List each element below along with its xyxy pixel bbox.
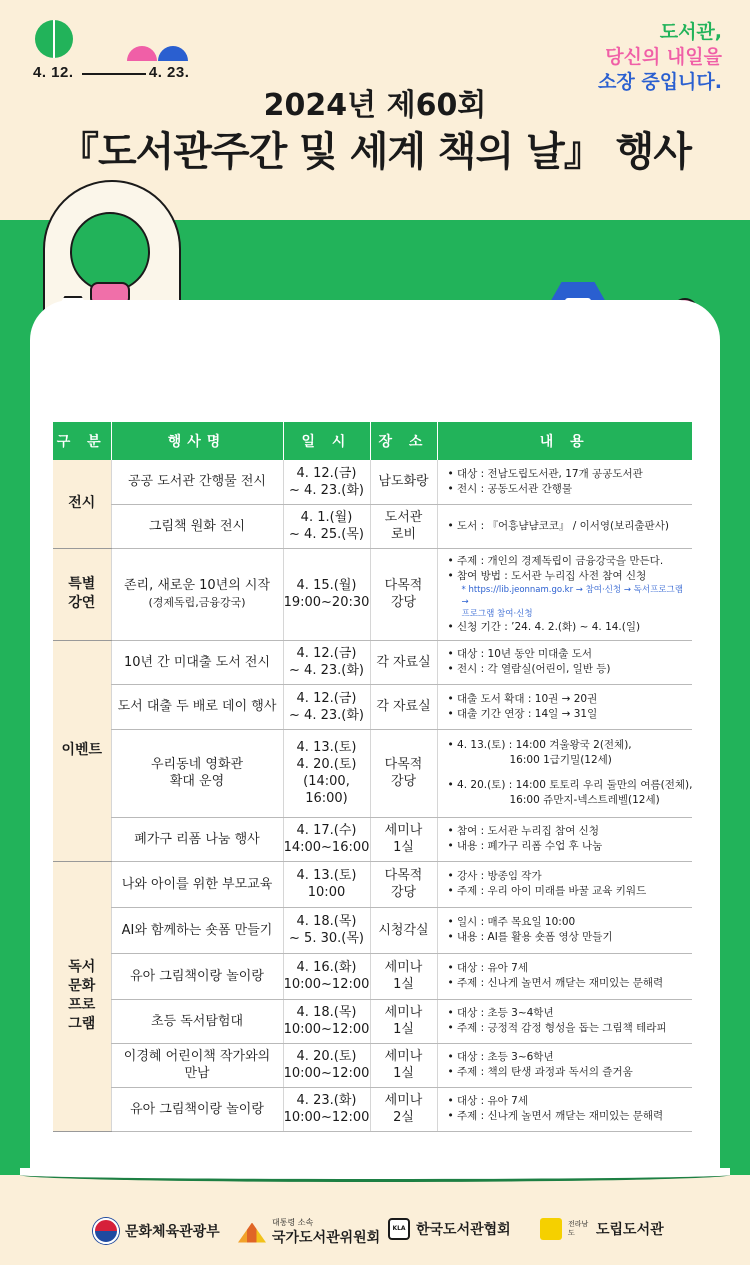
event-name: 우리동네 영화관 확대 운영 bbox=[111, 729, 283, 817]
event-location: 세미나 1실 bbox=[370, 999, 437, 1043]
event-name: 공공 도서관 간행물 전시 bbox=[111, 460, 283, 504]
library-association-emblem-icon: KLA bbox=[388, 1218, 410, 1240]
category-program: 독서 문화 프로 그램 bbox=[53, 861, 111, 1131]
event-content: • 대상 : 유아 7세 • 주제 : 신나게 놀면서 깨닫는 재미있는 문해력 bbox=[437, 1087, 692, 1131]
event-date: 4. 12.(금) ~ 4. 23.(화) bbox=[283, 460, 370, 504]
slogan-line-3: 소장 중입니다. bbox=[598, 71, 722, 93]
date-start: 4. 12. bbox=[33, 64, 74, 81]
table-row bbox=[53, 640, 692, 684]
event-content: • 대출 도서 확대 : 10권 → 20권 • 대출 기간 연장 : 14일 → 31일 bbox=[437, 684, 692, 729]
library-committee-emblem-icon bbox=[238, 1223, 266, 1243]
slogan-line-2: 당신의 내일을 bbox=[605, 46, 722, 68]
homepage-link-cont[interactable]: 프로그램 참여·신청 bbox=[461, 608, 533, 619]
event-location: 다목적 강당 bbox=[370, 548, 437, 640]
lightbulb-icon bbox=[70, 212, 150, 292]
event-date: 4. 17.(수) 14:00~16:00 bbox=[283, 817, 370, 861]
event-date: 4. 18.(목) 10:00~12:00 bbox=[283, 999, 370, 1043]
event-content: • 대상 : 초등 3~4학년 • 주제 : 긍정적 감정 형성을 돕는 그림책 테라피 bbox=[437, 999, 692, 1043]
table-row bbox=[53, 1087, 692, 1131]
event-location: 세미나 2실 bbox=[370, 1087, 437, 1131]
logo-national-library-committee: 대통령 소속 국가도서관위원회 bbox=[238, 1218, 380, 1247]
table-row bbox=[53, 504, 692, 548]
event-content: • 대상 : 10년 동안 미대출 도서 • 전시 : 각 열람실(어린이, 일반 등) bbox=[437, 640, 692, 684]
taegeuk-emblem-icon bbox=[93, 1218, 119, 1244]
event-content: • 주제 : 개인의 경제독립이 금융강국을 만든다. • 참여 방법 : 도서관 누리집 사전 참여 신청 * https://lib.jeonnam.go.kr → 참여·신청 → 독서프로그램 → 프로그램 참여·신청 • 신청 기간 : ’24. 4. 2.(화) ~ 4. 14.(일) bbox=[437, 548, 692, 640]
event-name: 이경혜 어린이책 작가와의 만남 bbox=[111, 1043, 283, 1087]
event-name: 존리, 새로운 10년의 시작 (경제독립,금융강국) bbox=[111, 548, 283, 640]
header-event-name: 행사명 bbox=[111, 422, 283, 460]
event-date: 4. 18.(목) ~ 5. 30.(목) bbox=[283, 907, 370, 953]
date-end: 4. 23. bbox=[148, 64, 190, 81]
event-location: 각 자료실 bbox=[370, 684, 437, 729]
event-date: 4. 23.(화) 10:00~12:00 bbox=[283, 1087, 370, 1131]
category-event: 이벤트 bbox=[53, 640, 111, 861]
event-location: 다목적 강당 bbox=[370, 861, 437, 907]
pink-semicircle-decoration bbox=[127, 46, 157, 61]
event-location: 세미나 1실 bbox=[370, 1043, 437, 1087]
event-content: • 대상 : 유아 7세 • 주제 : 신나게 놀면서 깨닫는 재미있는 문해력 bbox=[437, 953, 692, 999]
sponsor-logos bbox=[0, 1210, 750, 1250]
table-header-row bbox=[53, 422, 692, 460]
slogan-line-1: 도서관, bbox=[659, 21, 722, 43]
event-date: 4. 13.(토) 10:00 bbox=[283, 861, 370, 907]
event-name: AI와 함께하는 숏폼 만들기 bbox=[111, 907, 283, 953]
event-content: • 일시 : 매주 목요일 10:00 • 내용 : AI를 활용 숏폼 영상 만들기 bbox=[437, 907, 692, 953]
event-location: 세미나 1실 bbox=[370, 953, 437, 999]
event-content: • 강사 : 방종임 작가 • 주제 : 우리 아이 미래를 바꿀 교육 키워드 bbox=[437, 861, 692, 907]
event-content: • 대상 : 전남도립도서관, 17개 공공도서관 • 전시 : 공동도서관 간행물 bbox=[437, 460, 692, 504]
event-content: • 대상 : 초등 3~6학년 • 주제 : 책의 탄생 과정과 독서의 즐거움 bbox=[437, 1043, 692, 1087]
blue-semicircle-decoration bbox=[158, 46, 188, 61]
event-location: 시청각실 bbox=[370, 907, 437, 953]
logo-ministry: 문화체육관광부 bbox=[93, 1218, 220, 1244]
event-date: 4. 16.(화) 10:00~12:00 bbox=[283, 953, 370, 999]
table-row bbox=[53, 729, 692, 817]
event-date: 4. 13.(토) 4. 20.(토) (14:00, 16:00) bbox=[283, 729, 370, 817]
logo-provincial-library: 전라남도 도립도서관 bbox=[540, 1218, 664, 1240]
event-name: 그림책 원화 전시 bbox=[111, 504, 283, 548]
header-date: 일 시 bbox=[283, 422, 370, 460]
event-location: 세미나 1실 bbox=[370, 817, 437, 861]
event-name: 10년 간 미대출 도서 전시 bbox=[111, 640, 283, 684]
event-name: 폐가구 리폼 나눔 행사 bbox=[111, 817, 283, 861]
event-content: • 도서 : 『어흥냠냠코코』 / 이서영(보리출판사) bbox=[437, 504, 692, 548]
event-name: 나와 아이를 위한 부모교육 bbox=[111, 861, 283, 907]
table-row bbox=[53, 548, 692, 640]
event-date: 4. 15.(월) 19:00~20:30 bbox=[283, 548, 370, 640]
header-location: 장 소 bbox=[370, 422, 437, 460]
table-row bbox=[53, 907, 692, 953]
event-location: 도서관 로비 bbox=[370, 504, 437, 548]
category-exhibit: 전시 bbox=[53, 460, 111, 548]
event-location: 남도화랑 bbox=[370, 460, 437, 504]
table-row bbox=[53, 817, 692, 861]
event-name: 유아 그림책이랑 놀이랑 bbox=[111, 1087, 283, 1131]
event-date: 4. 12.(금) ~ 4. 23.(화) bbox=[283, 684, 370, 729]
table-row bbox=[53, 1043, 692, 1087]
event-date: 4. 20.(토) 10:00~12:00 bbox=[283, 1043, 370, 1087]
table-row bbox=[53, 460, 692, 504]
event-edition-title: 2024년 제60회 bbox=[263, 88, 487, 123]
logo-korean-library-association: KLA 한국도서관협회 bbox=[388, 1218, 511, 1240]
header-content: 내 용 bbox=[437, 422, 692, 460]
table-row bbox=[53, 999, 692, 1043]
table-row bbox=[53, 861, 692, 907]
homepage-link[interactable]: * https://lib.jeonnam.go.kr → 참여·신청 → 독서프로그램 → bbox=[461, 584, 683, 607]
event-name: 도서 대출 두 배로 데이 행사 bbox=[111, 684, 283, 729]
green-circle-decoration bbox=[35, 20, 73, 58]
event-name: 초등 독서탐험대 bbox=[111, 999, 283, 1043]
category-lecture: 특별 강연 bbox=[53, 548, 111, 640]
header-category: 구 분 bbox=[53, 422, 111, 460]
date-range-line bbox=[82, 73, 146, 75]
event-schedule-table bbox=[53, 422, 692, 1132]
book-page-edge bbox=[20, 1168, 730, 1182]
event-location: 다목적 강당 bbox=[370, 729, 437, 817]
table-row bbox=[53, 953, 692, 999]
event-content: • 참여 : 도서관 누리집 참여 신청 • 내용 : 폐가구 리폼 수업 후 나눔 bbox=[437, 817, 692, 861]
event-date: 4. 12.(금) ~ 4. 23.(화) bbox=[283, 640, 370, 684]
event-content: • 4. 13.(토) : 14:00 겨울왕국 2(전체), 16:00 1급기밀(12세) • 4. 20.(토) : 14:00 토토리 우리 둘만의 여름(전체), 16:00 쥬만지-넥스트레벨(12세) bbox=[437, 729, 692, 817]
jeonnam-emblem-icon bbox=[540, 1218, 562, 1240]
event-main-title: 『도서관주간 및 세계 책의 날』 행사 bbox=[59, 129, 691, 175]
table-row bbox=[53, 684, 692, 729]
event-location: 각 자료실 bbox=[370, 640, 437, 684]
event-date: 4. 1.(월) ~ 4. 25.(목) bbox=[283, 504, 370, 548]
event-name: 유아 그림책이랑 놀이랑 bbox=[111, 953, 283, 999]
